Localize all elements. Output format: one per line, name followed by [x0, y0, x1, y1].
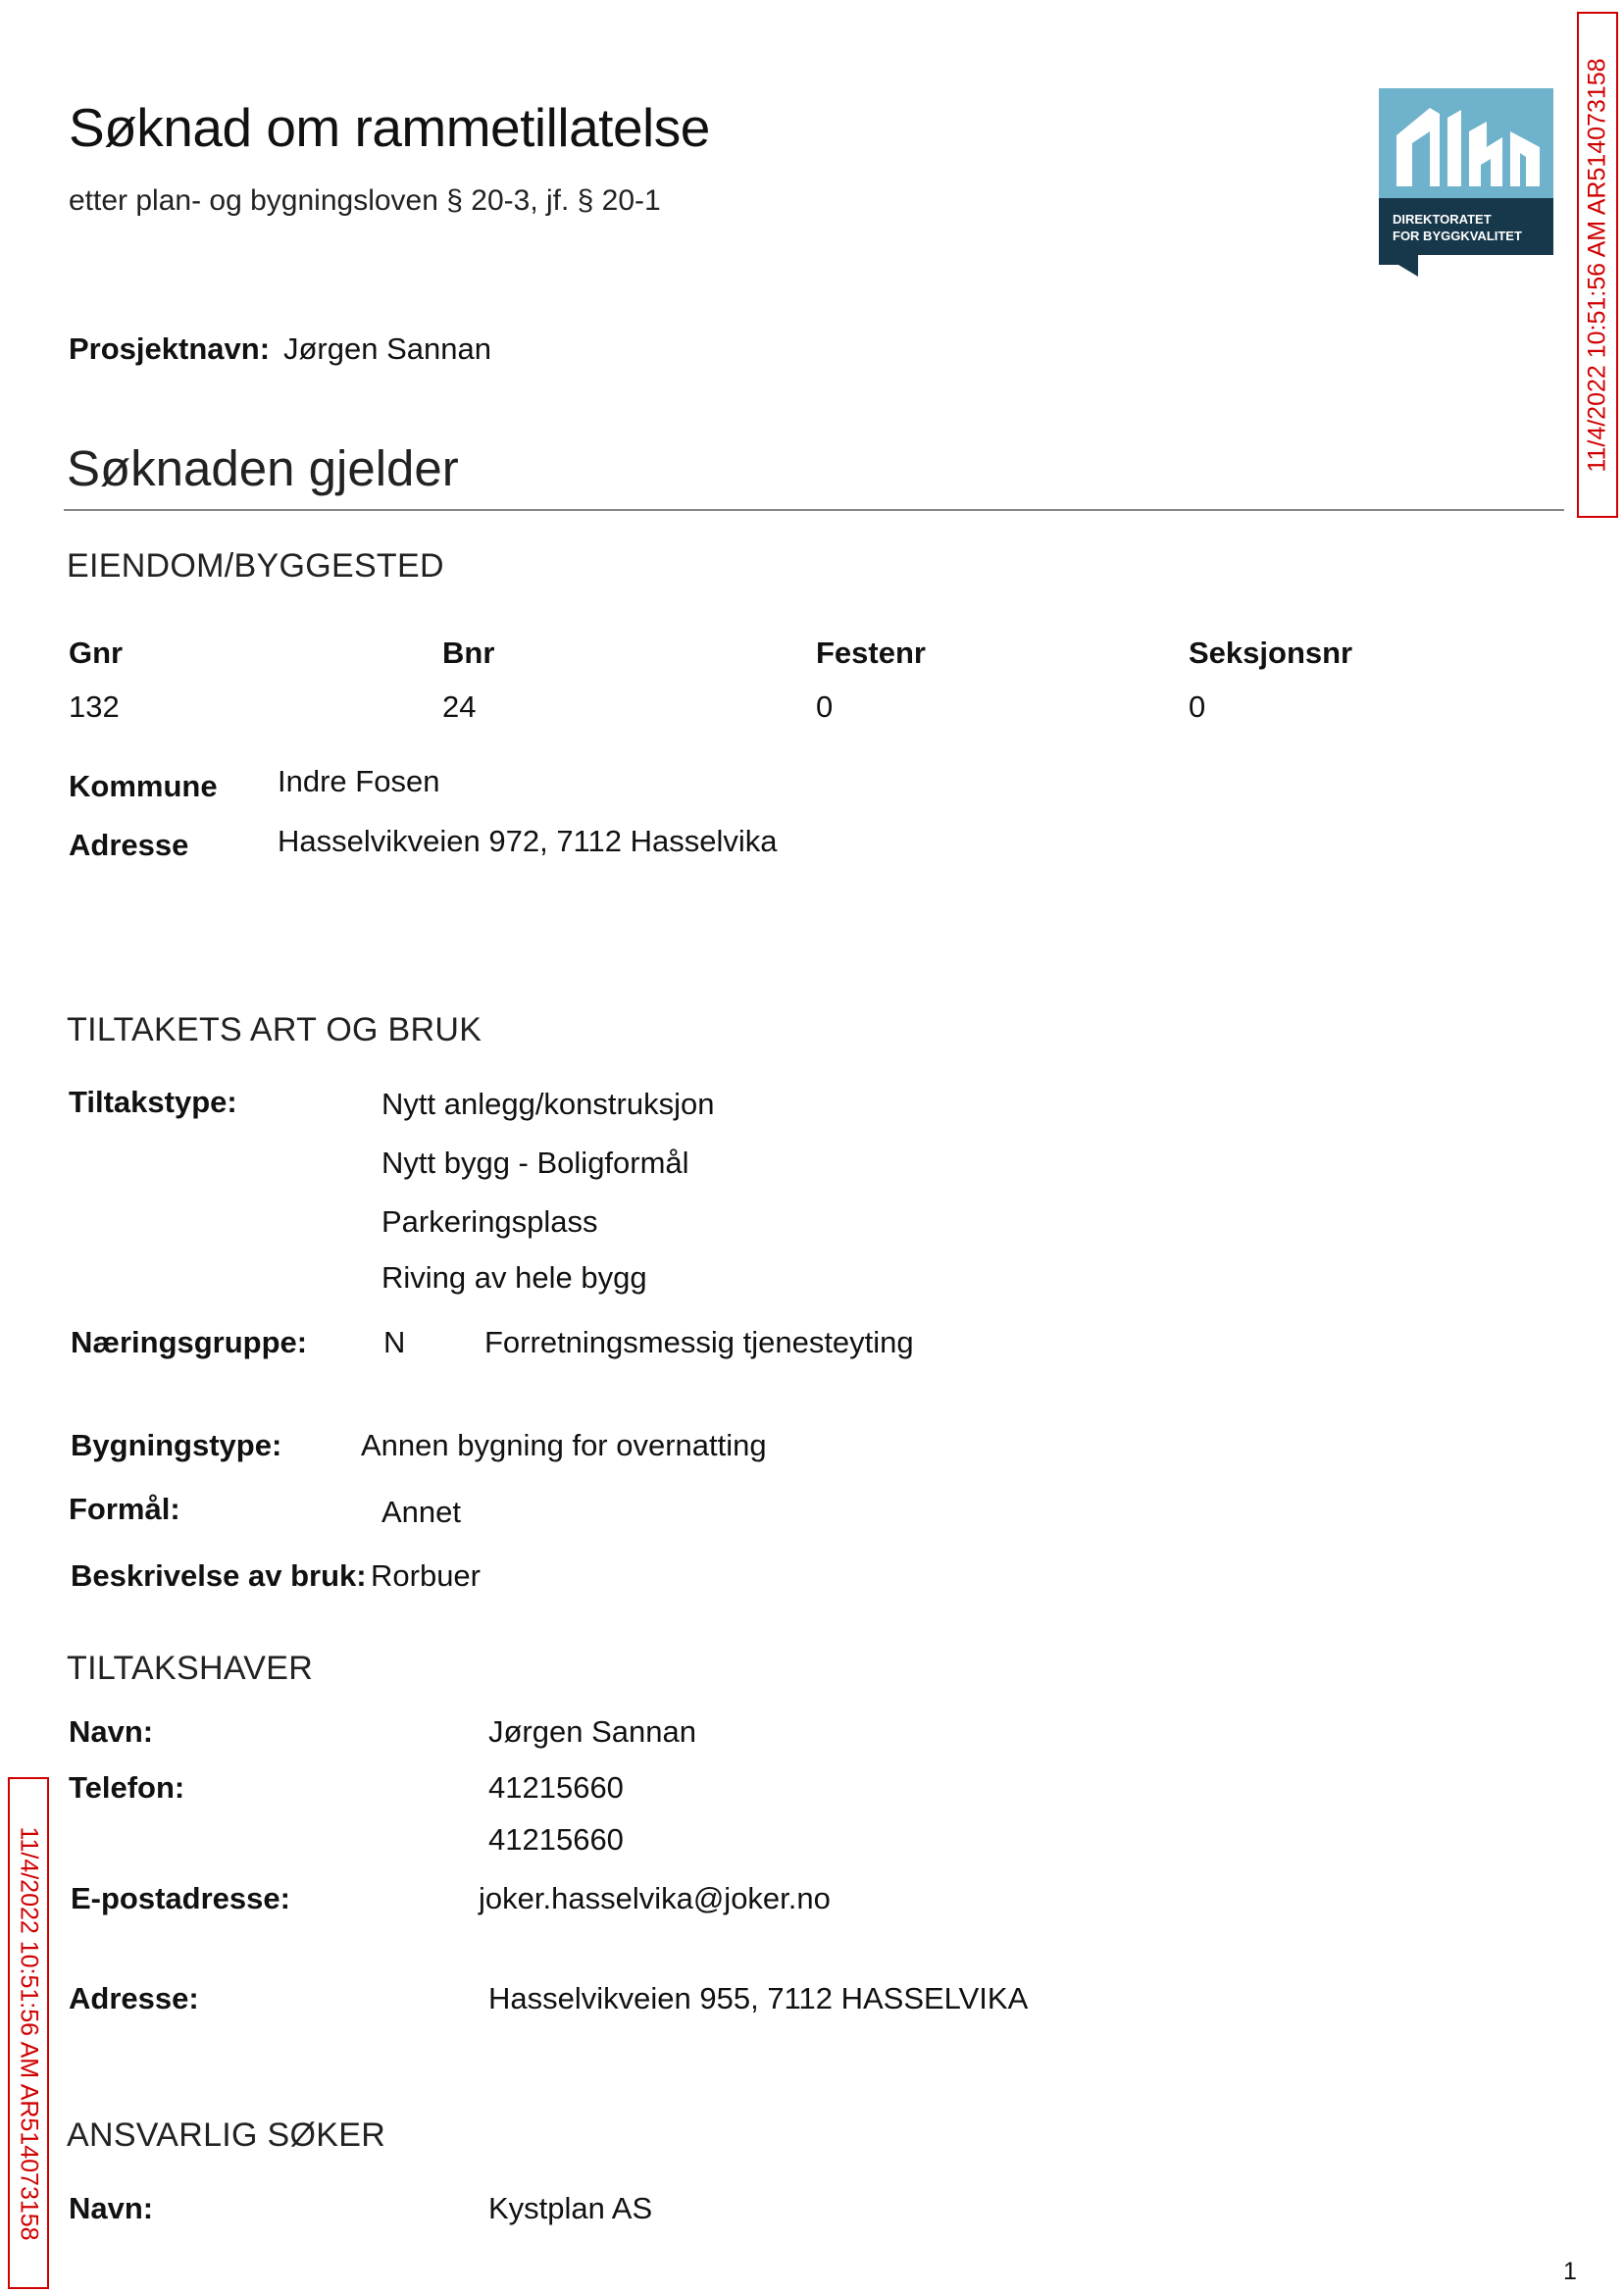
telefon-value: 41215660 [488, 1770, 624, 1805]
kommune-value: Indre Fosen [278, 764, 440, 798]
dibk-logo [1379, 88, 1553, 277]
section-divider [64, 509, 1564, 511]
bygningstype-label: Bygningstype: [71, 1428, 282, 1462]
stamp-text-left: 11/4/2022 10:51:56 AM AR514073158 [15, 1825, 43, 2241]
property-heading: EIENDOM/BYGGESTED [67, 547, 444, 585]
festenr-value: 0 [816, 689, 834, 724]
ansvarlig-heading: ANSVARLIG SØKER [67, 2116, 386, 2154]
formal-label: Formål: [69, 1492, 180, 1526]
festenr-header: Festenr [816, 636, 926, 670]
section-title: Søknaden gjelder [67, 440, 459, 496]
svg-text:FOR BYGGKVALITET: FOR BYGGKVALITET [1393, 229, 1522, 243]
project-label: Prosjektnavn: [69, 331, 271, 366]
telefon-value: 41215660 [488, 1822, 624, 1857]
beskrivelse-value: Rorbuer [371, 1558, 481, 1593]
ansvarlig-navn-value: Kystplan AS [488, 2191, 653, 2225]
tiltakstype-label: Tiltakstype: [69, 1085, 237, 1119]
bygningstype-value: Annen bygning for overnatting [361, 1428, 767, 1462]
adresse-value: Hasselvikveien 972, 7112 Hasselvika [278, 824, 778, 858]
naeringsgruppe-value: Forretningsmessig tjenesteyting [484, 1325, 914, 1359]
tiltakstype-item: Nytt anlegg/konstruksjon [381, 1087, 715, 1121]
epost-label: E-postadresse: [71, 1881, 290, 1915]
tiltakshaver-navn-value: Jørgen Sannan [488, 1714, 696, 1749]
tiltakstype-item: Nytt bygg - Boligformål [381, 1146, 689, 1180]
dibk-logo-graphic [1379, 88, 1553, 277]
page-number: 1 [1563, 2258, 1577, 2285]
formal-value: Annet [381, 1495, 462, 1529]
ansvarlig-navn-label: Navn: [69, 2191, 154, 2225]
tiltakshaver-adresse-label: Adresse: [69, 1981, 199, 2015]
adresse-label: Adresse [69, 828, 189, 862]
naeringsgruppe-code: N [383, 1325, 406, 1359]
gnr-header: Gnr [69, 636, 124, 670]
project-value: Jørgen Sannan [283, 331, 491, 366]
seksjonsnr-header: Seksjonsnr [1189, 636, 1353, 670]
gnr-value: 132 [69, 689, 120, 724]
timestamp-stamp-right [1577, 12, 1618, 518]
stamp-text-right: 11/4/2022 10:51:56 AM AR514073158 [1583, 57, 1611, 473]
tiltakstype-item: Riving av hele bygg [381, 1260, 647, 1295]
tiltak-heading: TILTAKETS ART OG BRUK [67, 1011, 482, 1048]
tiltakshaver-navn-label: Navn: [69, 1714, 154, 1749]
tiltakshaver-adresse-value: Hasselvikveien 955, 7112 HASSELVIKA [488, 1981, 1029, 2015]
timestamp-stamp-left [8, 1777, 49, 2289]
svg-text:DIREKTORATET: DIREKTORATET [1393, 212, 1492, 227]
telefon-label: Telefon: [69, 1770, 185, 1805]
beskrivelse-label: Beskrivelse av bruk: [71, 1558, 367, 1593]
seksjonsnr-value: 0 [1189, 689, 1206, 724]
kommune-label: Kommune [69, 769, 218, 803]
bnr-header: Bnr [442, 636, 495, 670]
naeringsgruppe-label: Næringsgruppe: [71, 1325, 308, 1359]
tiltakshaver-heading: TILTAKSHAVER [67, 1650, 314, 1687]
document-title: Søknad om rammetillatelse [69, 97, 710, 158]
tiltakstype-item: Parkeringsplass [381, 1204, 598, 1239]
epost-value: joker.hasselvika@joker.no [479, 1881, 831, 1915]
document-subtitle: etter plan- og bygningsloven § 20-3, jf. § 20-1 [69, 184, 661, 217]
bnr-value: 24 [442, 689, 477, 724]
